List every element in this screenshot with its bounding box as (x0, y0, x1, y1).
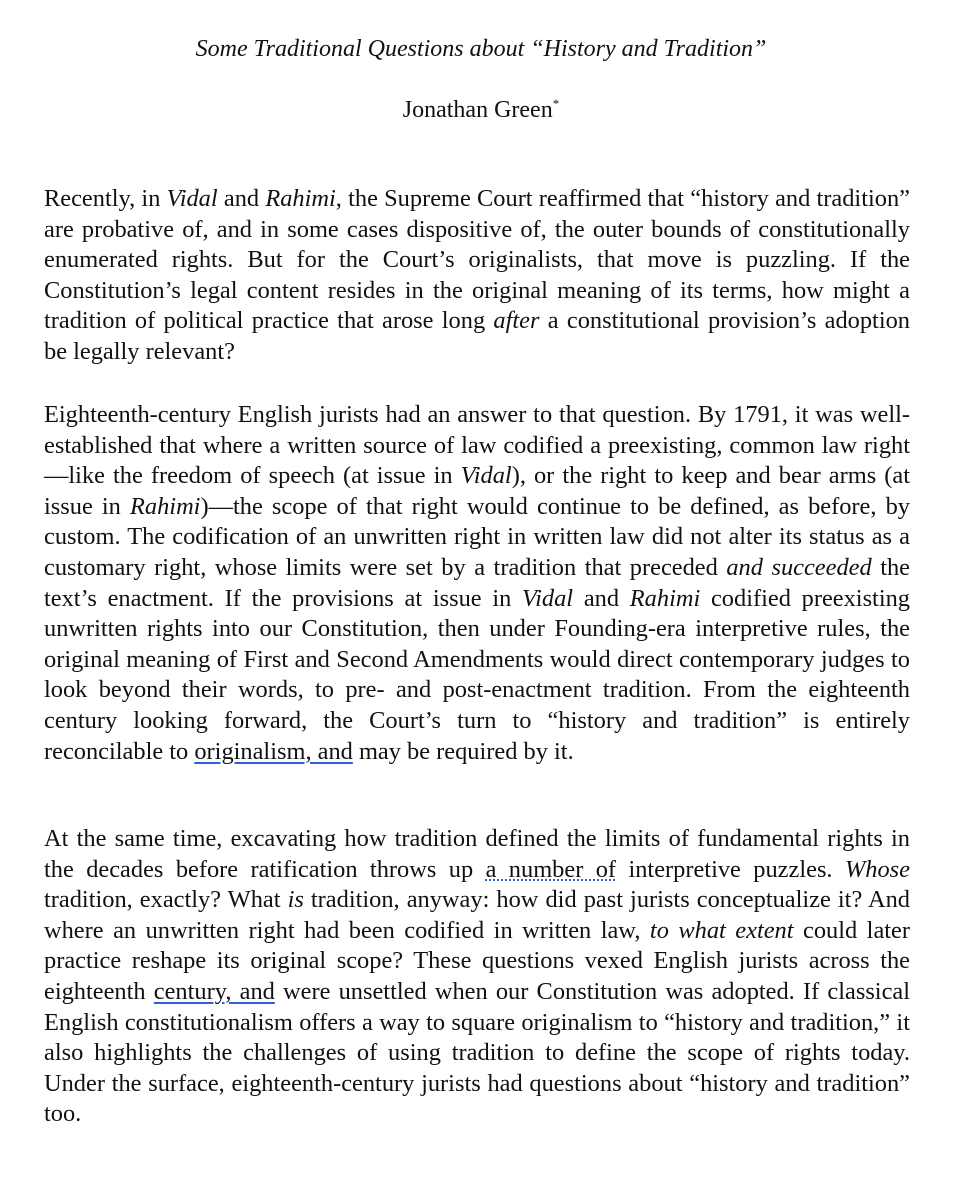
emphasis-and-succeeded: and succeeded (726, 553, 872, 581)
paragraph-3 (44, 824, 910, 1130)
text-run: were unsettled when our Constitution was adopted. If classical English constitutionalism offers a way to square originalism to “history and tradition,” it also highlights the challenges of using tradition to define the scope of rights today. Under the surface, eighteenth-century jurists had questions about “history and tradition” too. (44, 977, 911, 1128)
paragraph-1 (44, 184, 910, 368)
author-footnote-mark[interactable]: * (552, 96, 560, 111)
emphasis-after: after (493, 307, 540, 335)
text-run: ), or the right to keep and bear arms (at issue in (44, 462, 910, 520)
style-flag-a-number-of[interactable]: a number of (485, 855, 617, 883)
text-run: codified preexisting unwritten rights into our Constitution, then under Founding-era interpretive rules, the original meaning of First and Second Amendments would direct contemporary judges to look beyond their words, to pre- and post-enactment tradition. From the eighteenth century looking forward, the Court’s turn to “history and tradition” is entirely reconcilable to (44, 584, 910, 765)
text-run: a constitutional provision’s adoption be legally relevant? (44, 307, 910, 365)
emphasis-whose: Whose (844, 855, 910, 883)
text-run: interpretive puzzles. (616, 855, 845, 883)
emphasis-is: is (287, 886, 304, 914)
case-name-vidal: Vidal (166, 185, 218, 212)
text-run: Eighteenth-century English jurists had an answer to that question. By 1791, it was well-established that where a written source of law codified a preexisting, common law right—like the freedom of speech (at issue in (44, 401, 910, 490)
grammar-flag-century-and[interactable]: century, and (153, 977, 275, 1005)
text-run: Recently, in (44, 185, 167, 212)
author-name: Jonathan Green (402, 97, 553, 123)
text-run: and (217, 185, 266, 212)
case-name-rahimi: Rahimi (265, 185, 336, 212)
case-name-vidal: Vidal (460, 462, 512, 490)
text-run: At the same time, excavating how tradition defined the limits of fundamental rights in the decades before ratification throws up (44, 825, 910, 883)
author-line (0, 95, 962, 125)
text-run: )—the scope of that right would continue to be defined, as before, by custom. The codification of an unwritten right in written law did not alter its status as a customary right, whose limits were set by a tradition that preceded (44, 492, 910, 581)
case-name-rahimi: Rahimi (130, 492, 201, 520)
emphasis-to-what-extent: to what extent (649, 916, 794, 944)
case-name-rahimi: Rahimi (629, 584, 701, 612)
paragraph-2 (44, 400, 910, 767)
grammar-flag-originalism-and[interactable]: originalism, and (194, 737, 353, 765)
case-name-vidal: Vidal (522, 584, 574, 612)
text-run: tradition, anyway: how did past jurists conceptualize it? And where an unwritten right had been codified in written law, (44, 886, 910, 944)
text-run: , the Supreme Court reaffirmed that “history and tradition” are probative of, and in some cases dispositive of, the outer bounds of constitutionally enumerated rights. But for the Court’s originalists, that move is puzzling. If the Constitution’s legal content resides in the original meaning of its terms, how might a tradition of political practice that arose long (44, 185, 910, 335)
text-run: may be required by it. (352, 737, 574, 765)
text-run: tradition, exactly? What (44, 886, 288, 914)
text-run: could later practice reshape its original scope? These questions vexed English jurists across the eighteenth (44, 916, 910, 1005)
text-run: the text’s enactment. If the provisions at issue in (44, 553, 911, 612)
text-run: and (573, 584, 630, 612)
document-title: Some Traditional Questions about “History and Tradition” (195, 36, 767, 62)
